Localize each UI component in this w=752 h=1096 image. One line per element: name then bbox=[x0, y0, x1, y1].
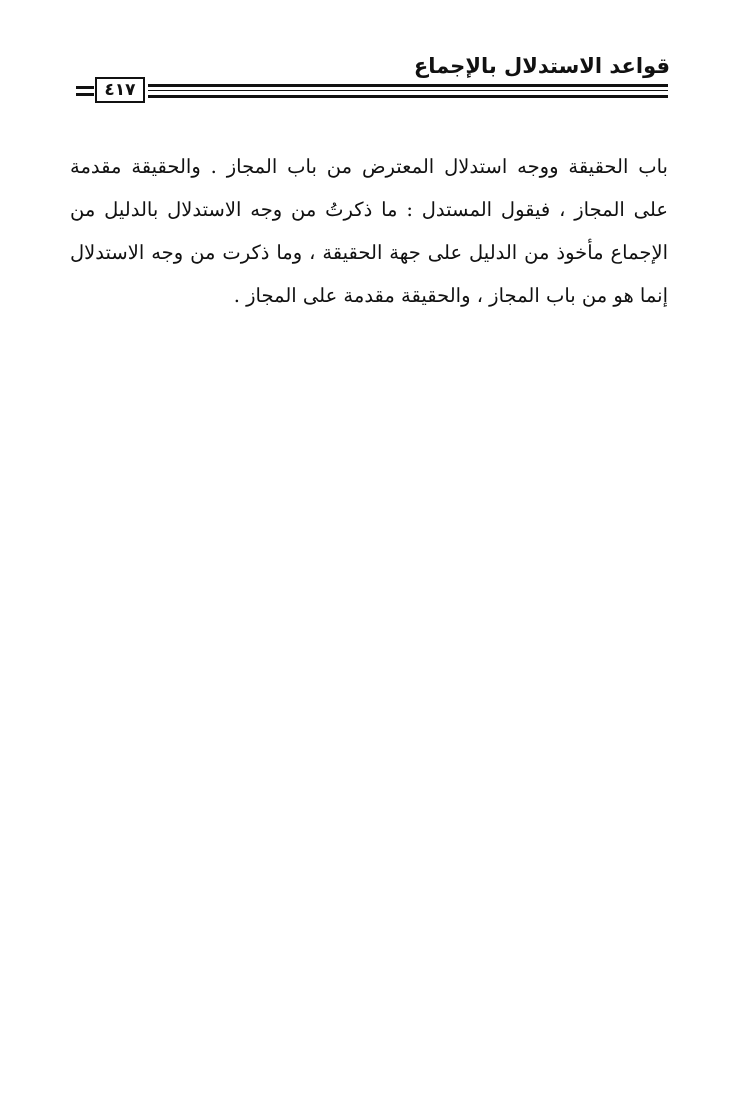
header-rule-thick-bottom bbox=[148, 95, 668, 98]
header-left-mark-bottom bbox=[76, 93, 94, 96]
header-left-mark-top bbox=[76, 86, 94, 89]
page-number: ٤١٧ bbox=[95, 77, 145, 103]
header-rule-thin bbox=[148, 90, 668, 91]
header-rule-thick-top bbox=[148, 84, 668, 87]
body-paragraph: باب الحقيقة ووجه استدلال المعترض من باب المجاز . والحقيقة مقدمة على المجاز ، فيقول المستدل : ما ذكرتُ من وجه الاستدلال بالدليل من الإجماع مأخوذ من الدليل على جهة الحقيقة ، وما ذكرت من وجه الاستدلال إنما هو من باب المجاز ، والحقيقة مقدمة على المجاز . bbox=[70, 155, 668, 307]
running-title: قواعد الاستدلال بالإجماع bbox=[413, 54, 670, 78]
